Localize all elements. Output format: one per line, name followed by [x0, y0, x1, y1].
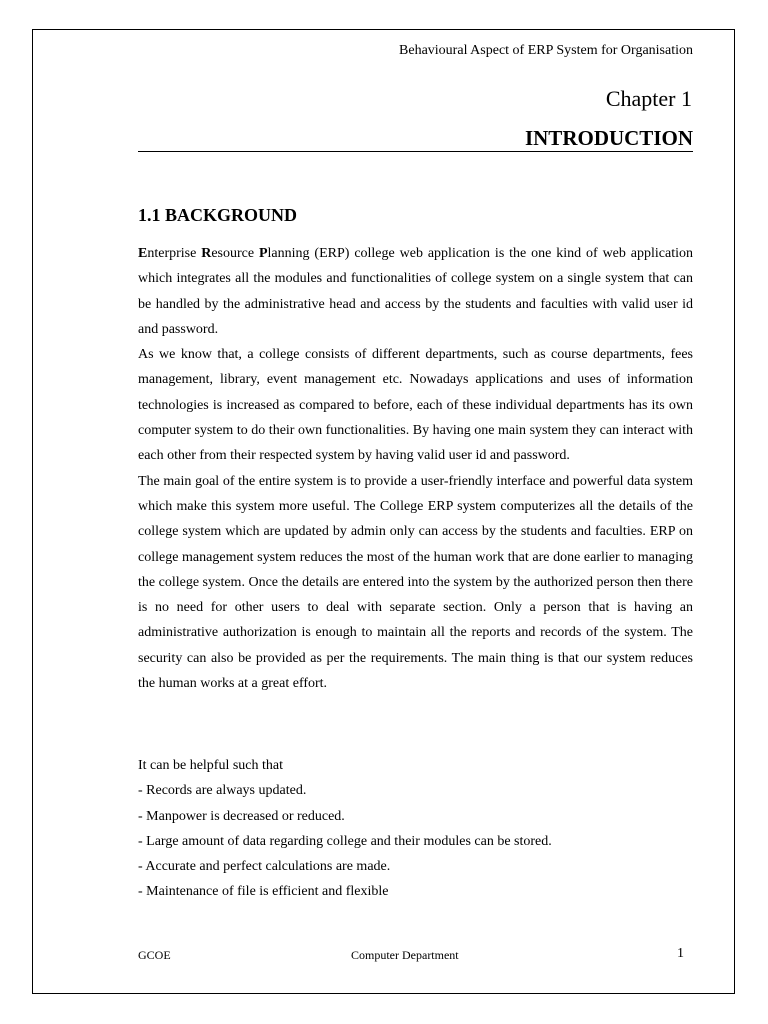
- lead-letter-r: R: [201, 246, 212, 261]
- intro-rest: lanning (ERP) college web application is the one kind of web application which integrates all the modules and functionalities of college system on a single system that can be handled by the administrative head and access by the students and faculties with valid user id and password.: [138, 246, 693, 337]
- section-heading: 1.1 BACKGROUND: [138, 205, 298, 225]
- list-item: - Accurate and perfect calculations are made.: [138, 859, 391, 875]
- intro-word-e-rest: nterprise: [147, 246, 202, 261]
- intro-word-r-rest: esource: [211, 246, 259, 261]
- paragraph-3: The main goal of the entire system is to provide a user-friendly interface and powerful data system which make this system more useful. The College ERP system computerizes all the details of the college system which are updated by admin only can access by the students and faculties. ERP on college management system reduces the most of the human work that are done earlier to managing the college system. Once the details are entered into the system by the authorized person then there is no need for other users to deal with separate section. Only a person that is having an administrative authorization is enough to maintain all the reports and records of the system. The security can also be provided as per the requirements. The main thing is that our system reduces the human works at a great effort.: [138, 473, 693, 692]
- lead-letter-e: E: [138, 246, 148, 261]
- chapter-title: INTRODUCTION: [524, 126, 693, 150]
- benefits-list: [138, 753, 693, 905]
- running-header: Behavioural Aspect of ERP System for Organisation: [399, 43, 693, 58]
- chapter-label: Chapter 1: [605, 86, 692, 111]
- page-number: 1: [677, 946, 684, 961]
- list-item: - Records are always updated.: [138, 783, 307, 799]
- footer-department: Computer Department: [351, 948, 459, 962]
- list-item: - Maintenance of file is efficient and flexible: [138, 884, 389, 900]
- body-text: [138, 241, 693, 696]
- title-divider: [138, 151, 693, 152]
- lead-letter-p: P: [258, 246, 268, 261]
- list-item: - Large amount of data regarding college and their modules can be stored.: [138, 833, 552, 849]
- paragraph-intro: [138, 241, 693, 342]
- footer-institution: GCOE: [138, 948, 171, 962]
- list-item: - Manpower is decreased or reduced.: [138, 808, 345, 824]
- list-intro: It can be helpful such that: [138, 758, 284, 773]
- paragraph-2: As we know that, a college consists of different departments, such as course departments, fees management, library, event management etc. Nowadays applications and uses of information technologies is increased as compared to before, each of these individual departments has its own computer system to do their own functionalities. By having one main system they can interact with each other from their respected system by having valid user id and password.: [138, 347, 693, 464]
